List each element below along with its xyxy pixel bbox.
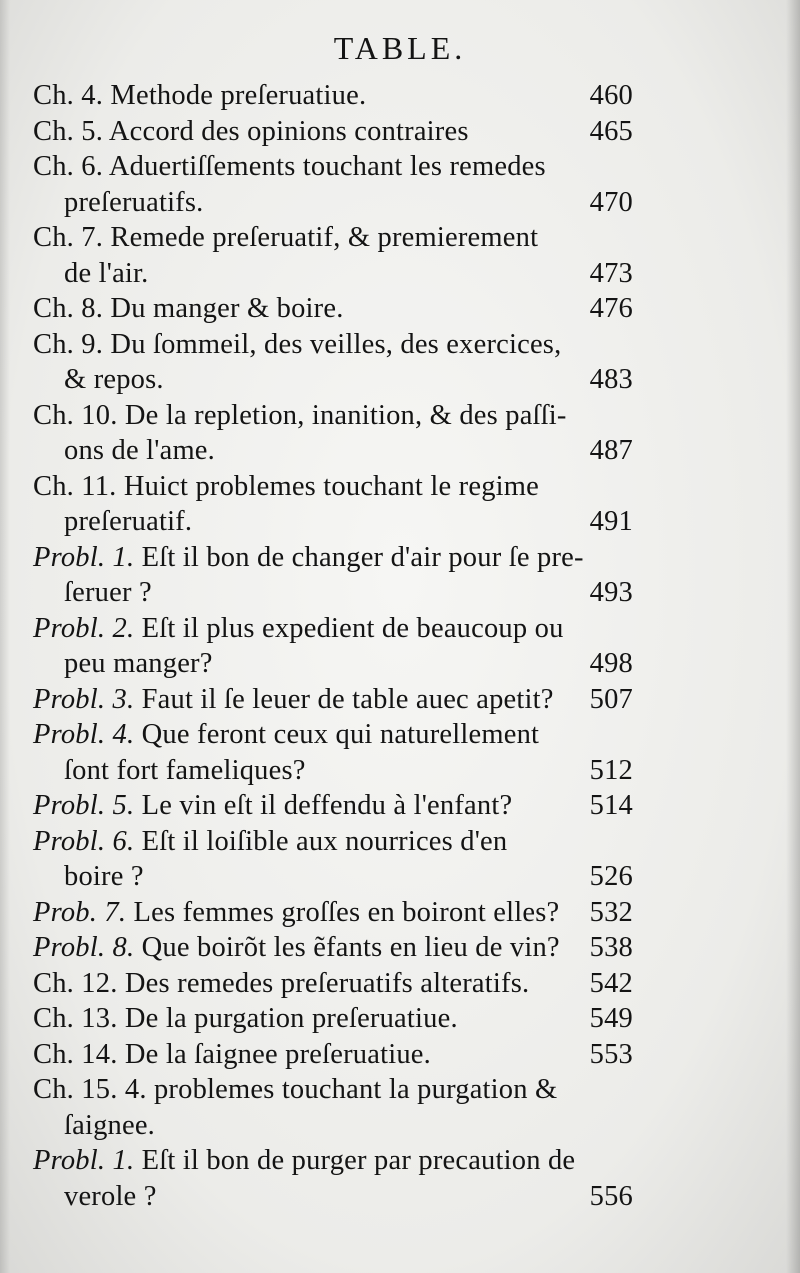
toc-entry-page-number: 460 xyxy=(589,80,633,111)
toc-entry-line xyxy=(33,824,633,860)
toc-entry-line xyxy=(33,682,633,718)
toc-entry-title: Eſt il plus expedient de beaucoup ou xyxy=(141,612,564,644)
toc-entry-prefix: Probl. 2. xyxy=(33,612,135,644)
toc-entry-page-number: 526 xyxy=(589,861,633,892)
toc-entry-page-number: 549 xyxy=(589,1003,633,1034)
toc-entry-page-number: 493 xyxy=(589,577,633,608)
toc-entry-prefix: Prob. 7. xyxy=(33,896,127,928)
toc-entry-title: Du ſommeil, des veilles, des exercices, xyxy=(110,328,562,360)
toc-entry xyxy=(33,1037,633,1073)
toc-entry-page-number: 465 xyxy=(589,115,633,147)
toc-entry-line xyxy=(33,1072,633,1108)
toc-entry-page-number: 542 xyxy=(589,967,633,999)
toc-entry-page-number: 512 xyxy=(589,754,633,786)
toc-entry-heading xyxy=(33,682,554,718)
toc-entry-heading xyxy=(33,469,539,505)
toc-entry-line xyxy=(33,220,633,256)
toc-entry-line xyxy=(33,930,633,966)
toc-entry-title: De la purgation preſeruatiue. xyxy=(124,1003,458,1034)
toc-entry-heading xyxy=(33,327,561,363)
toc-entry-title: Le vin eſt il deffendu à l'enfant? xyxy=(141,790,513,821)
toc-entry-page-number: 483 xyxy=(589,364,633,395)
toc-entry-title: De la ſaignee preſeruatiue. xyxy=(124,1038,431,1070)
toc-entry-prefix: Ch. 7. xyxy=(33,222,104,253)
toc-entry xyxy=(33,220,633,291)
toc-entry-continuation-line xyxy=(33,753,633,789)
toc-entry-page-number: 473 xyxy=(589,257,633,289)
toc-entry xyxy=(33,930,633,966)
toc-entry xyxy=(33,966,633,1002)
toc-entry-continuation-line xyxy=(33,256,633,292)
toc-entry xyxy=(33,149,633,220)
toc-entry-prefix: Ch. 6. xyxy=(33,151,104,182)
toc-entry-line xyxy=(33,291,633,327)
toc-entry-heading xyxy=(33,930,560,966)
toc-entry-heading xyxy=(33,895,559,931)
toc-entry-page-number: 507 xyxy=(589,683,633,715)
toc-entry-title-continued: de l'air. xyxy=(64,257,149,289)
toc-entry-prefix: Probl. 4. xyxy=(33,719,135,750)
toc-entry xyxy=(33,78,633,114)
toc-entry-continuation-line xyxy=(33,646,633,682)
toc-entry-title-continued: ons de l'ame. xyxy=(64,435,215,466)
toc-entry-title-continued: preſeruatifs. xyxy=(64,186,204,218)
toc-entry-heading xyxy=(33,540,584,576)
toc-entry xyxy=(33,291,633,327)
toc-entry xyxy=(33,540,633,611)
toc-entry-prefix: Ch. 11. xyxy=(33,470,117,502)
toc-entry-prefix: Probl. 5. xyxy=(33,790,135,821)
toc-entry-heading xyxy=(33,717,539,753)
toc-entry-title: Que feront ceux qui naturellement xyxy=(141,719,540,750)
toc-entry-continuation-line xyxy=(33,575,633,611)
running-header: TABLE. xyxy=(333,30,467,66)
toc-entry xyxy=(33,1143,633,1214)
table-of-contents xyxy=(33,78,633,1214)
toc-entry-title: Du manger & boire. xyxy=(110,293,344,324)
toc-entry-page-number: 532 xyxy=(589,896,633,928)
toc-entry-continuation-line xyxy=(33,859,633,895)
toc-entry-title: 4. problemes touchant la purgation & xyxy=(124,1074,558,1105)
toc-entry-title: Eſt il bon de purger par precaution de xyxy=(141,1145,576,1176)
toc-entry-title: Des remedes preſeruatifs alteratifs. xyxy=(124,967,530,999)
toc-entry-continuation-line xyxy=(33,504,633,540)
toc-entry-page-number: 476 xyxy=(589,293,633,324)
toc-entry-title: Aduertiſſements touchant les remedes xyxy=(108,151,546,182)
toc-entry-line xyxy=(33,788,633,824)
toc-entry-line xyxy=(33,966,633,1002)
toc-entry-page-number: 491 xyxy=(589,506,633,537)
toc-entry-page-number: 470 xyxy=(589,186,633,218)
toc-entry-title: Accord des opinions contraires xyxy=(108,115,469,147)
toc-entry-prefix: Ch. 13. xyxy=(33,1003,118,1034)
toc-entry-prefix: Ch. 9. xyxy=(33,328,104,360)
toc-entry-title: Les femmes groſſes en boiront elles? xyxy=(133,896,560,928)
toc-entry-title: Huict problemes touchant le regime xyxy=(123,470,539,502)
toc-entry-heading xyxy=(33,149,546,185)
toc-entry-line xyxy=(33,469,633,505)
toc-entry-heading xyxy=(33,291,344,327)
toc-entry-title: De la repletion, inanition, & des paſſi- xyxy=(124,399,567,431)
toc-entry-heading xyxy=(33,78,366,114)
toc-entry-line xyxy=(33,1037,633,1073)
toc-entry-prefix: Probl. 1. xyxy=(33,1145,135,1176)
toc-entry xyxy=(33,611,633,682)
toc-entry-heading xyxy=(33,398,567,434)
toc-entry-line xyxy=(33,78,633,114)
toc-entry-page-number: 498 xyxy=(589,648,633,679)
toc-entry-line xyxy=(33,611,633,647)
toc-entry-continuation-line xyxy=(33,362,633,398)
toc-entry xyxy=(33,824,633,895)
toc-entry-page-number: 538 xyxy=(589,932,633,963)
toc-entry-prefix: Ch. 14. xyxy=(33,1038,118,1070)
toc-entry-title: Faut il ſe leuer de table auec apetit? xyxy=(141,683,554,715)
toc-entry-heading xyxy=(33,824,507,860)
toc-entry xyxy=(33,398,633,469)
toc-entry-line xyxy=(33,895,633,931)
toc-entry-prefix: Probl. 6. xyxy=(33,825,135,857)
toc-entry-prefix: Ch. 8. xyxy=(33,293,104,324)
toc-entry xyxy=(33,327,633,398)
toc-entry-title: Eſt il loiſible aux nourrices d'en xyxy=(141,825,508,857)
toc-entry-heading xyxy=(33,788,512,824)
toc-entry-line xyxy=(33,1001,633,1037)
toc-entry-heading xyxy=(33,1001,458,1037)
toc-entry xyxy=(33,895,633,931)
toc-entry-prefix: Ch. 12. xyxy=(33,967,118,999)
toc-entry-prefix: Ch. 4. xyxy=(33,80,104,111)
toc-entry xyxy=(33,717,633,788)
toc-entry-title-continued: ſont fort fameliques? xyxy=(64,754,306,786)
toc-entry xyxy=(33,114,633,150)
toc-entry-line xyxy=(33,540,633,576)
toc-entry-prefix: Ch. 5. xyxy=(33,115,104,147)
toc-entry-continuation-line xyxy=(33,433,633,469)
toc-entry-continuation-line xyxy=(33,1108,633,1144)
toc-entry-heading xyxy=(33,114,469,150)
toc-entry-page-number: 556 xyxy=(589,1180,633,1212)
toc-entry-page-number: 553 xyxy=(589,1038,633,1070)
toc-entry-title: Que boirõt les ẽfants en lieu de vin? xyxy=(141,932,560,963)
toc-entry-heading xyxy=(33,1072,557,1108)
toc-entry-heading xyxy=(33,220,538,256)
toc-entry xyxy=(33,1001,633,1037)
toc-entry-title-continued: peu manger? xyxy=(64,648,213,679)
toc-entry-prefix: Ch. 15. xyxy=(33,1074,118,1105)
toc-entry-title: Remede preſeruatif, & premierement xyxy=(110,222,539,253)
toc-entry-prefix: Probl. 3. xyxy=(33,683,135,715)
toc-entry-line xyxy=(33,149,633,185)
toc-entry-heading xyxy=(33,1037,431,1073)
toc-entry-heading xyxy=(33,1143,575,1179)
toc-entry-title: Methode preſeruatiue. xyxy=(110,80,367,111)
toc-entry-title-continued: verole ? xyxy=(64,1180,157,1212)
toc-entry xyxy=(33,469,633,540)
toc-entry-page-number: 514 xyxy=(589,790,633,821)
toc-entry xyxy=(33,788,633,824)
toc-entry-line xyxy=(33,717,633,753)
toc-entry-continuation-line xyxy=(33,185,633,221)
toc-entry-title-continued: ſeruer ? xyxy=(64,577,152,608)
toc-entry-title: Eſt il bon de changer d'air pour ſe pre- xyxy=(141,541,584,573)
page-shadow-right xyxy=(786,0,800,1273)
toc-entry xyxy=(33,682,633,718)
toc-entry-prefix: Probl. 8. xyxy=(33,932,135,963)
toc-entry-prefix: Ch. 10. xyxy=(33,399,118,431)
toc-entry-line xyxy=(33,398,633,434)
toc-entry-title-continued: & repos. xyxy=(64,364,164,395)
toc-entry-line xyxy=(33,114,633,150)
toc-entry-line xyxy=(33,327,633,363)
toc-entry-line xyxy=(33,1143,633,1179)
toc-entry-title-continued: ſaignee. xyxy=(64,1109,156,1141)
toc-entry xyxy=(33,1072,633,1143)
toc-entry-title-continued: preſeruatif. xyxy=(64,506,193,537)
toc-entry-page-number: 487 xyxy=(589,435,633,466)
page-shadow-left xyxy=(0,0,10,1273)
toc-entry-heading xyxy=(33,966,529,1002)
toc-entry-heading xyxy=(33,611,564,647)
toc-entry-continuation-line xyxy=(33,1179,633,1215)
toc-entry-title-continued: boire ? xyxy=(64,861,144,892)
toc-entry-prefix: Probl. 1. xyxy=(33,541,135,573)
